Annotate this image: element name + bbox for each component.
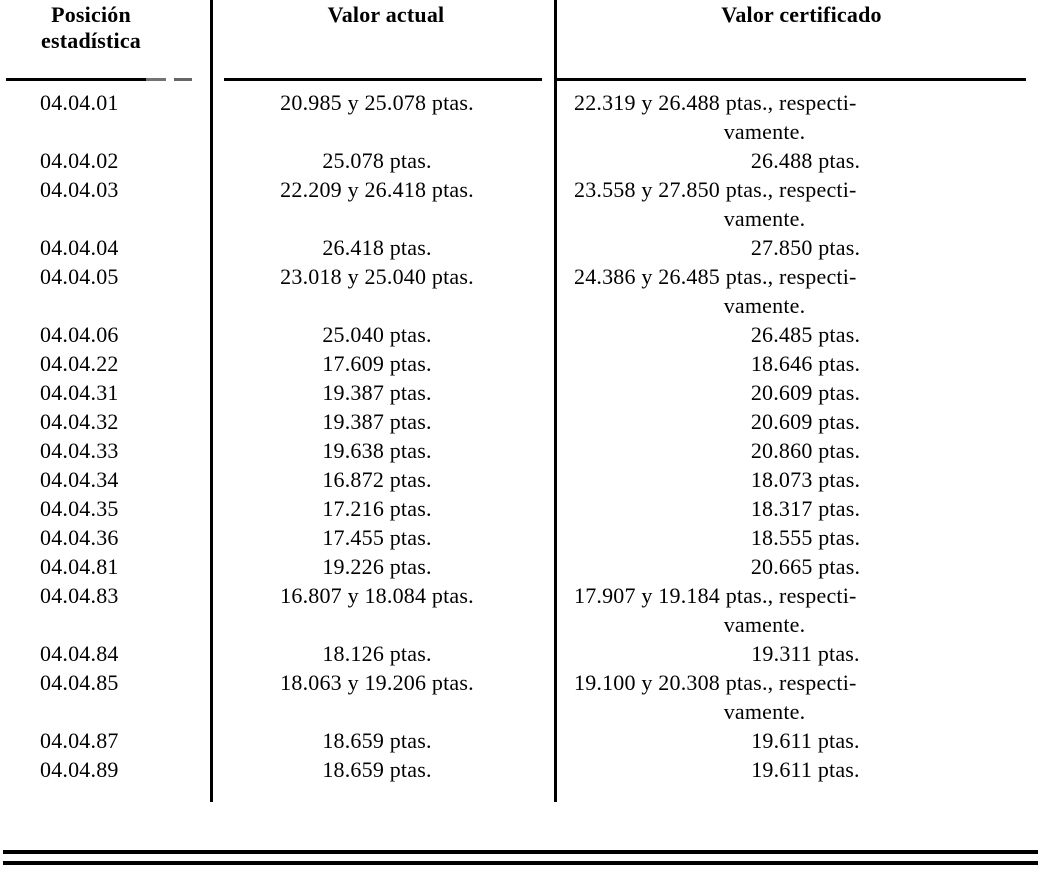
cell-certified-value — [556, 755, 1041, 784]
certified-value-line1: 19.611 ptas. — [751, 728, 860, 753]
certified-value-continuation: vamente. — [723, 206, 806, 231]
cell-certified-value — [556, 88, 1041, 146]
cell-certified-value — [556, 378, 1041, 407]
column-header-position-line2: estadística — [41, 27, 141, 53]
certified-value-line1: 18.646 ptas. — [750, 351, 861, 376]
certified-value-line1: 17.907 y 19.184 ptas., respecti- — [574, 583, 857, 608]
certified-value-line1: 24.386 y 26.485 ptas., respecti- — [574, 264, 857, 289]
column-divider-left — [210, 0, 213, 802]
cell-position: 04.04.84 — [40, 641, 119, 666]
cell-certified-value — [556, 465, 1041, 494]
cell-certified-value — [556, 523, 1041, 552]
cell-current-value: 17.216 ptas. — [322, 496, 432, 521]
certified-value-line1: 22.319 y 26.488 ptas., respecti- — [574, 90, 857, 115]
cell-current-value: 18.063 y 19.206 ptas. — [280, 670, 474, 695]
table-bottom-border — [0, 850, 1041, 865]
table-row — [0, 88, 1041, 146]
cell-position: 04.04.33 — [40, 438, 119, 463]
table-row — [0, 146, 1041, 175]
table-row — [0, 494, 1041, 523]
certified-value-line1: 18.317 ptas. — [750, 496, 861, 521]
cell-current-value: 22.209 y 26.418 ptas. — [280, 177, 474, 202]
certified-value-line1: 26.485 ptas. — [750, 322, 861, 347]
column-header-certified-value: Valor certificado — [721, 2, 882, 27]
cell-position: 04.04.31 — [40, 380, 119, 405]
cell-certified-value — [556, 436, 1041, 465]
cell-certified-value — [556, 320, 1041, 349]
certified-value-line1: 26.488 ptas. — [750, 148, 861, 173]
certified-value-continuation: vamente. — [723, 612, 806, 637]
certified-value-line1: 20.665 ptas. — [750, 554, 861, 579]
table-row — [0, 726, 1041, 755]
cell-certified-value — [556, 146, 1041, 175]
header-underline-certified-value — [556, 78, 1026, 81]
table-row — [0, 755, 1041, 784]
cell-position: 04.04.34 — [40, 467, 119, 492]
table-row — [0, 378, 1041, 407]
cell-position: 04.04.89 — [40, 757, 119, 782]
table-row — [0, 407, 1041, 436]
table-body — [0, 88, 1041, 784]
cell-certified-value — [556, 262, 1041, 320]
header-underline-position — [6, 78, 202, 81]
table-row — [0, 175, 1041, 233]
cell-position: 04.04.01 — [40, 90, 119, 115]
header-underline-row — [0, 78, 1041, 88]
certified-value-line1: 20.609 ptas. — [750, 409, 861, 434]
cell-current-value: 18.659 ptas. — [322, 728, 432, 753]
certified-value-continuation: vamente. — [723, 293, 806, 318]
certified-value-continuation: vamente. — [723, 699, 806, 724]
cell-current-value: 17.455 ptas. — [322, 525, 432, 550]
column-header-current-value: Valor actual — [327, 2, 445, 27]
cell-current-value: 23.018 y 25.040 ptas. — [280, 264, 474, 289]
cell-position: 04.04.87 — [40, 728, 119, 753]
table-row — [0, 233, 1041, 262]
cell-current-value: 19.226 ptas. — [322, 554, 432, 579]
certified-value-continuation: vamente. — [723, 119, 806, 144]
cell-certified-value — [556, 726, 1041, 755]
table-row — [0, 465, 1041, 494]
table-row — [0, 523, 1041, 552]
certified-value-line1: 20.860 ptas. — [750, 438, 861, 463]
bottom-rule-lower — [3, 861, 1038, 865]
cell-current-value: 19.638 ptas. — [322, 438, 432, 463]
certified-value-line1: 19.611 ptas. — [751, 757, 860, 782]
table-row — [0, 668, 1041, 726]
cell-current-value: 19.387 ptas. — [322, 380, 432, 405]
table-row — [0, 320, 1041, 349]
table-header-row — [0, 0, 1041, 78]
cell-position: 04.04.06 — [40, 322, 119, 347]
cell-position: 04.04.83 — [40, 583, 119, 608]
cell-position: 04.04.02 — [40, 148, 119, 173]
table-row — [0, 639, 1041, 668]
cell-position: 04.04.32 — [40, 409, 119, 434]
cell-certified-value — [556, 494, 1041, 523]
column-header-position — [0, 0, 212, 54]
cell-current-value: 17.609 ptas. — [322, 351, 432, 376]
table-row — [0, 262, 1041, 320]
certified-value-line1: 18.555 ptas. — [750, 525, 861, 550]
cell-current-value: 18.659 ptas. — [322, 757, 432, 782]
cell-certified-value — [556, 349, 1041, 378]
table-row — [0, 552, 1041, 581]
cell-position: 04.04.05 — [40, 264, 119, 289]
cell-certified-value — [556, 581, 1041, 639]
certified-value-line1: 23.558 y 27.850 ptas., respecti- — [574, 177, 857, 202]
cell-certified-value — [556, 639, 1041, 668]
cell-current-value: 25.078 ptas. — [322, 148, 432, 173]
certified-value-line1: 20.609 ptas. — [750, 380, 861, 405]
cell-current-value: 18.126 ptas. — [322, 641, 432, 666]
table-row — [0, 436, 1041, 465]
cell-certified-value — [556, 175, 1041, 233]
cell-current-value: 26.418 ptas. — [322, 235, 432, 260]
column-header-position-line1: Posición — [51, 2, 131, 27]
cell-certified-value — [556, 668, 1041, 726]
cell-position: 04.04.85 — [40, 670, 119, 695]
cell-current-value: 16.807 y 18.084 ptas. — [280, 583, 474, 608]
cell-current-value: 19.387 ptas. — [322, 409, 432, 434]
cell-position: 04.04.04 — [40, 235, 119, 260]
cell-position: 04.04.35 — [40, 496, 119, 521]
cell-position: 04.04.22 — [40, 351, 119, 376]
table-row — [0, 349, 1041, 378]
table-row — [0, 581, 1041, 639]
cell-current-value: 25.040 ptas. — [322, 322, 432, 347]
cell-current-value: 20.985 y 25.078 ptas. — [280, 90, 474, 115]
cell-position: 04.04.81 — [40, 554, 119, 579]
certified-value-line1: 18.073 ptas. — [750, 467, 861, 492]
header-underline-current-value — [224, 78, 542, 81]
certified-value-line1: 19.100 y 20.308 ptas., respecti- — [574, 670, 857, 695]
certified-value-line1: 27.850 ptas. — [750, 235, 861, 260]
cell-certified-value — [556, 233, 1041, 262]
cell-position: 04.04.03 — [40, 177, 119, 202]
cell-certified-value — [556, 407, 1041, 436]
cell-position: 04.04.36 — [40, 525, 119, 550]
column-divider-right — [554, 0, 557, 802]
certified-value-line1: 19.311 ptas. — [751, 641, 860, 666]
cell-certified-value — [556, 552, 1041, 581]
cell-current-value: 16.872 ptas. — [322, 467, 432, 492]
